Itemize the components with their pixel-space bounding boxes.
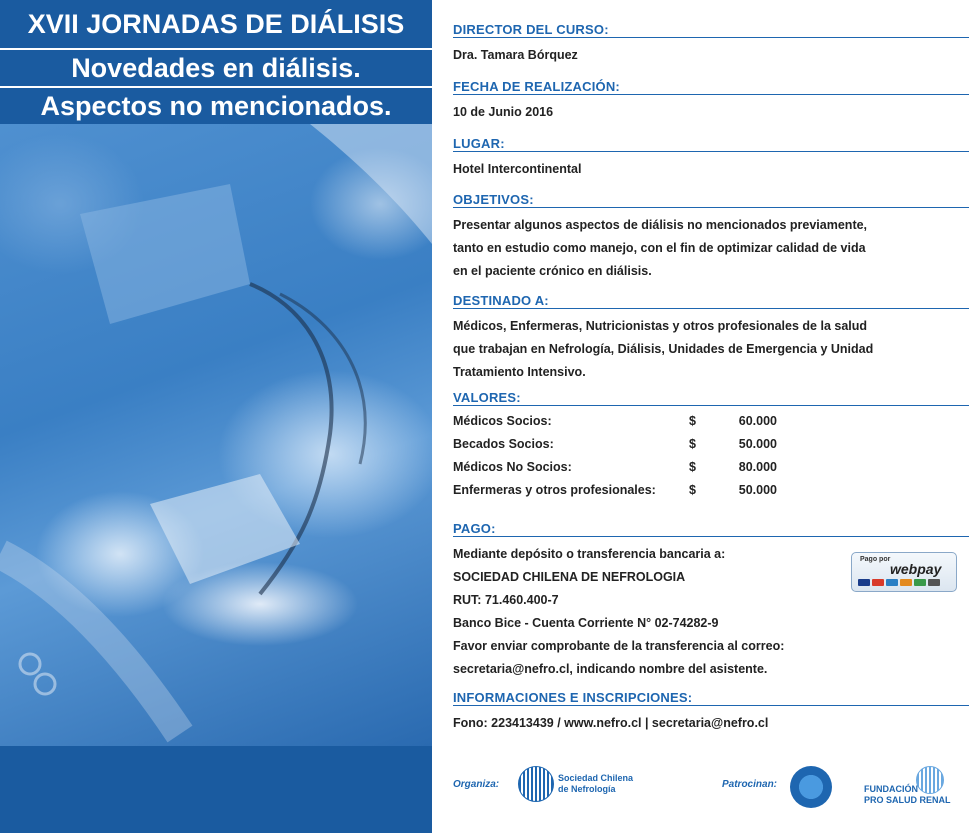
amex-icon — [886, 579, 898, 586]
card-logos — [858, 579, 940, 586]
mastercard-icon — [872, 579, 884, 586]
redcompra-icon — [914, 579, 926, 586]
destinado-line: Médicos, Enfermeras, Nutricionistas y otros profesionales de la salud — [453, 319, 868, 333]
pago-line: Favor enviar comprobante de la transferencia al correo: — [453, 639, 785, 653]
price-label: Becados Socios: — [453, 437, 554, 451]
price-label: Enfermeras y otros profesionales: — [453, 483, 656, 497]
title-line-2: Novedades en diálisis. — [0, 50, 432, 88]
objetivos-line: Presentar algunos aspectos de diálisis no mencionados previamente, — [453, 218, 868, 232]
price-currency: $ — [689, 437, 696, 451]
pago-line: Banco Bice - Cuenta Corriente N° 02-74282-9 — [453, 616, 719, 630]
price-label: Médicos No Socios: — [453, 460, 572, 474]
price-row — [453, 456, 969, 479]
webpay-badge[interactable] — [851, 552, 957, 592]
price-row — [453, 479, 969, 502]
section-fecha — [453, 79, 969, 124]
section-pago — [453, 521, 969, 681]
price-row — [453, 410, 969, 433]
lugar-heading: LUGAR: — [453, 136, 969, 152]
section-lugar — [453, 136, 969, 181]
lugar-value: Hotel Intercontinental — [453, 162, 582, 176]
sochinef-logo-icon — [518, 766, 554, 802]
fundacion-name-line: PRO SALUD RENAL — [864, 795, 951, 805]
info-panel — [432, 0, 980, 833]
fundacion-name-line: FUNDACIÓN — [864, 784, 918, 794]
sponsors-footer — [432, 746, 980, 833]
sochinef-name-line: Sociedad Chilena — [558, 773, 634, 783]
price-amount: 60.000 — [738, 414, 777, 428]
patrocinan-label: Patrocinan: — [722, 779, 778, 790]
price-currency: $ — [689, 483, 696, 497]
pago-line: SOCIEDAD CHILENA DE NEFROLOGIA — [453, 570, 686, 584]
section-director — [453, 22, 969, 67]
valores-heading: VALORES: — [453, 390, 969, 406]
destinado-heading: DESTINADO A: — [453, 293, 969, 309]
objetivos-body — [453, 214, 969, 283]
price-amount: 50.000 — [738, 483, 777, 497]
organiza-label: Organiza: — [453, 779, 500, 790]
price-label: Médicos Socios: — [453, 414, 552, 428]
pago-line: secretaria@nefro.cl, indicando nombre del asistente. — [453, 662, 768, 676]
pago-line: Mediante depósito o transferencia bancaria a: — [453, 547, 726, 561]
section-objetivos — [453, 192, 969, 283]
objetivos-line: en el paciente crónico en diálisis. — [453, 264, 652, 278]
section-destinado — [453, 293, 969, 384]
card-icon — [928, 579, 940, 586]
pago-heading: PAGO: — [453, 521, 969, 537]
webpay-logo-text: webpay — [890, 561, 942, 577]
destinado-line: que trabajan en Nefrología, Diálisis, Unidades de Emergencia y Unidad — [453, 342, 874, 356]
director-heading: DIRECTOR DEL CURSO: — [453, 22, 969, 38]
destinado-line: Tratamiento Intensivo. — [453, 365, 586, 379]
visa-icon — [858, 579, 870, 586]
title-line-1: XVII JORNADAS DE DIÁLISIS — [0, 0, 432, 50]
sponsor-seal-icon — [790, 766, 832, 808]
price-currency: $ — [689, 460, 696, 474]
sochinef-name-line: de Nefrología — [558, 784, 616, 794]
diners-icon — [900, 579, 912, 586]
director-value: Dra. Tamara Bórquez — [453, 48, 578, 62]
valores-table — [453, 410, 969, 502]
objetivos-line: tanto en estudio como manejo, con el fin de optimizar calidad de vida — [453, 241, 866, 255]
pago-line: RUT: 71.460.400-7 — [453, 593, 559, 607]
price-currency: $ — [689, 414, 696, 428]
title-line-3: Aspectos no mencionados. — [0, 88, 432, 124]
dialysis-photo — [0, 124, 432, 746]
left-footer-band — [0, 746, 432, 833]
section-valores — [453, 390, 969, 502]
left-panel — [0, 0, 432, 833]
fecha-value: 10 de Junio 2016 — [453, 105, 554, 119]
fecha-heading: FECHA DE REALIZACIÓN: — [453, 79, 969, 95]
destinado-body — [453, 315, 969, 384]
informaciones-value: Fono: 223413439 / www.nefro.cl | secretaria@nefro.cl — [453, 716, 769, 730]
sochinef-name — [558, 773, 633, 795]
objetivos-heading: OBJETIVOS: — [453, 192, 969, 208]
section-informaciones — [453, 690, 969, 735]
informaciones-heading: INFORMACIONES E INSCRIPCIONES: — [453, 690, 969, 706]
webpay-small-text: Pago por — [860, 556, 891, 563]
fundacion-name — [864, 784, 951, 806]
price-row — [453, 433, 969, 456]
price-amount: 50.000 — [738, 437, 777, 451]
price-amount: 80.000 — [738, 460, 777, 474]
